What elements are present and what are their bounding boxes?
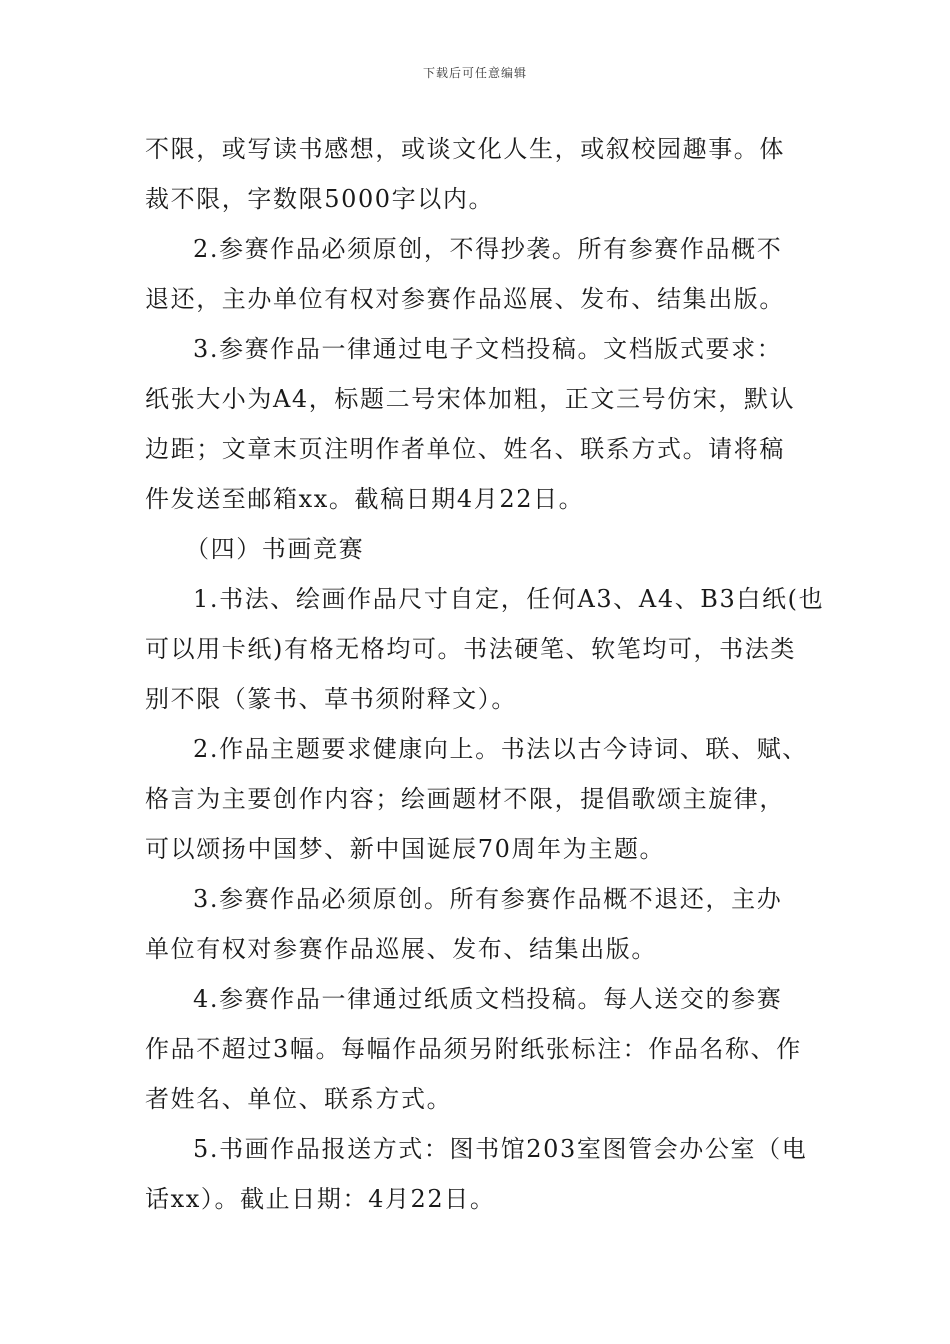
text-line: 者姓名、单位、联系方式。 (145, 1085, 453, 1113)
text-line: 3.参赛作品必须原创。所有参赛作品概不退还，主办 (193, 885, 783, 913)
text-line: 单位有权对参赛作品巡展、发布、结集出版。 (145, 935, 657, 963)
text-line: 纸张大小为A4，标题二号宋体加粗，正文三号仿宋，默认 (145, 385, 796, 413)
text-line: 话xx）。截止日期：4月22日。 (145, 1185, 496, 1213)
text-line: 3.参赛作品一律通过电子文档投稿。文档版式要求： (193, 335, 783, 363)
text-line: 1.书法、绘画作品尺寸自定，任何A3、A4、B3白纸(也 (193, 585, 825, 613)
section-heading: （四）书画竞赛 (185, 535, 365, 563)
text-line: 2.作品主题要求健康向上。书法以古今诗词、联、赋、 (193, 735, 808, 763)
text-line: 边距；文章末页注明作者单位、姓名、联系方式。请将稿 (145, 435, 785, 463)
text-line: 别不限（篆书、草书须附释文）。 (145, 685, 517, 713)
body-text (145, 124, 825, 1224)
text-line: 可以颂扬中国梦、新中国诞辰70周年为主题。 (145, 835, 666, 863)
text-line: 4.参赛作品一律通过纸质文档投稿。每人送交的参赛 (193, 985, 783, 1013)
text-line: 作品不超过3幅。每幅作品须另附纸张标注：作品名称、作 (145, 1035, 802, 1063)
text-line: 不限，或写读书感想，或谈文化人生，或叙校园趣事。体 (145, 135, 785, 163)
text-line: 可以用卡纸)有格无格均可。书法硬笔、软笔均可，书法类 (145, 635, 796, 663)
text-line: 5.书画作品报送方式：图书馆203室图管会办公室（电 (193, 1135, 808, 1163)
text-line: 件发送至邮箱xx。截稿日期4月22日。 (145, 485, 585, 513)
text-line: 裁不限，字数限5000字以内。 (145, 185, 495, 213)
text-line: 退还，主办单位有权对参赛作品巡展、发布、结集出版。 (145, 285, 785, 313)
text-line: 格言为主要创作内容；绘画题材不限，提倡歌颂主旋律， (145, 785, 785, 813)
page-header: 下载后可任意编辑 (422, 66, 527, 80)
text-line: 2.参赛作品必须原创，不得抄袭。所有参赛作品概不 (193, 235, 783, 263)
